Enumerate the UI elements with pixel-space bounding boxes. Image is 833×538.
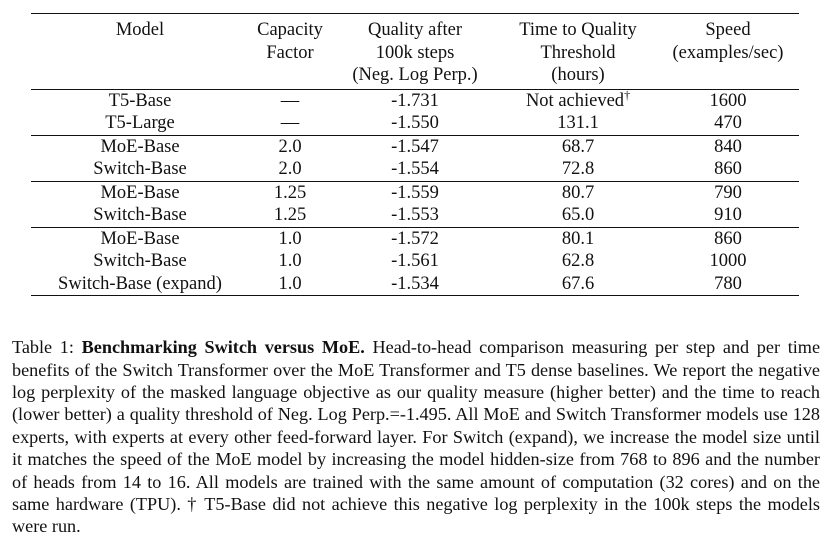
cell-capacity: 1.0 bbox=[278, 251, 302, 271]
cell-time-best: 62.8 bbox=[561, 251, 595, 271]
cell-capacity: — bbox=[280, 113, 300, 133]
cell-quality: -1.547 bbox=[391, 136, 439, 157]
cell-quality: -1.572 bbox=[391, 228, 439, 249]
cell-time: 67.6 bbox=[561, 273, 595, 294]
cell-speed: 860 bbox=[714, 159, 742, 179]
cell-speed: 840 bbox=[714, 136, 742, 157]
cell-time: Not achieved† bbox=[525, 87, 631, 111]
header-speed: Speed (examples/sec) bbox=[672, 20, 784, 63]
cell-model: Switch-Base bbox=[93, 159, 187, 179]
table-row bbox=[31, 204, 799, 227]
cell-quality-best: -1.534 bbox=[391, 273, 439, 294]
cell-quality: -1.550 bbox=[391, 113, 439, 133]
table-caption bbox=[12, 336, 820, 538]
cell-time: 80.1 bbox=[561, 228, 595, 249]
cell-quality: -1.561 bbox=[391, 251, 439, 271]
cell-capacity: 1.0 bbox=[278, 228, 302, 249]
cell-model: T5-Base bbox=[108, 90, 172, 111]
cell-capacity: 1.0 bbox=[278, 273, 302, 294]
row-group-cf-1-0 bbox=[31, 227, 799, 296]
cell-model: Switch-Base (expand) bbox=[58, 273, 222, 294]
table-row bbox=[31, 112, 799, 135]
table-row bbox=[31, 135, 799, 158]
cell-quality: -1.554 bbox=[391, 159, 439, 179]
cell-model: Switch-Base bbox=[93, 251, 187, 271]
cell-speed: 860 bbox=[714, 228, 742, 249]
header-capacity-factor: Capacity Factor bbox=[257, 20, 323, 63]
cell-model: MoE-Base bbox=[100, 136, 180, 157]
cell-capacity: 2.0 bbox=[278, 159, 302, 179]
cell-capacity: 1.25 bbox=[273, 182, 307, 203]
cell-quality: -1.731 bbox=[391, 90, 439, 111]
cell-speed: 780 bbox=[714, 273, 742, 294]
cell-speed: 470 bbox=[714, 113, 742, 133]
cell-model: MoE-Base bbox=[100, 228, 180, 249]
cell-time: 131.1 bbox=[557, 113, 599, 133]
caption-body: Head-to-head comparison measuring per step and per time benefits of the Switch Transformer over the MoE Transformer and T5 dense baselines. We report the negative log perplexity of the masked language objective as our quality measure (higher better) and the time to reach (lower better) a quality threshold of Neg. Log Perp.=-1.495. All MoE and Switch Transformer models use 128 experts, with experts at every other feed-forward layer. For Switch (expand), we increase the model size until it matches the speed of the MoE model by increasing the model hidden-size from 768 to 896 and the number of heads from 14 to 16. All models are trained with the same amount of computation (32 cores) and on the same hardware (TPU). † T5-Base did not achieve this negative log perplexity in the 100k steps the models were run. bbox=[12, 337, 821, 537]
cell-model: T5-Large bbox=[105, 113, 175, 133]
table-row bbox=[31, 181, 799, 204]
cell-model: MoE-Base bbox=[100, 182, 180, 203]
cell-speed: 910 bbox=[714, 205, 742, 225]
cell-time: 68.7 bbox=[561, 136, 595, 157]
cell-quality: -1.559 bbox=[391, 182, 439, 203]
header-model: Model bbox=[115, 20, 165, 40]
cell-capacity: 1.25 bbox=[273, 205, 307, 225]
table-row bbox=[31, 273, 799, 296]
row-group-cf-2-0 bbox=[31, 135, 799, 181]
table-header bbox=[31, 14, 799, 90]
caption-title: Benchmarking Switch versus MoE. bbox=[81, 337, 365, 358]
cell-speed: 790 bbox=[714, 182, 742, 203]
table-row bbox=[31, 250, 799, 273]
cell-capacity: 2.0 bbox=[278, 136, 302, 157]
cell-capacity: — bbox=[280, 90, 300, 111]
row-group-cf-1-25 bbox=[31, 181, 799, 227]
cell-time: 65.0 bbox=[561, 205, 595, 225]
cell-speed: 1600 bbox=[709, 90, 747, 111]
table-row bbox=[31, 158, 799, 181]
cell-quality: -1.553 bbox=[391, 205, 439, 225]
benchmark-table bbox=[31, 13, 799, 296]
caption-label: Table 1: bbox=[12, 337, 74, 358]
header-quality: Quality after 100k steps (Neg. Log Perp.) bbox=[352, 20, 478, 85]
cell-model: Switch-Base bbox=[93, 205, 187, 225]
header-time-to-quality: Time to Quality Threshold (hours) bbox=[519, 20, 637, 85]
dagger-footnote-mark: † bbox=[624, 87, 631, 102]
cell-time: 72.8 bbox=[561, 159, 595, 179]
cell-speed: 1000 bbox=[709, 251, 747, 271]
row-group-dense bbox=[31, 89, 799, 135]
table-row bbox=[31, 227, 799, 250]
table-row bbox=[31, 89, 799, 112]
cell-time: 80.7 bbox=[561, 182, 595, 203]
